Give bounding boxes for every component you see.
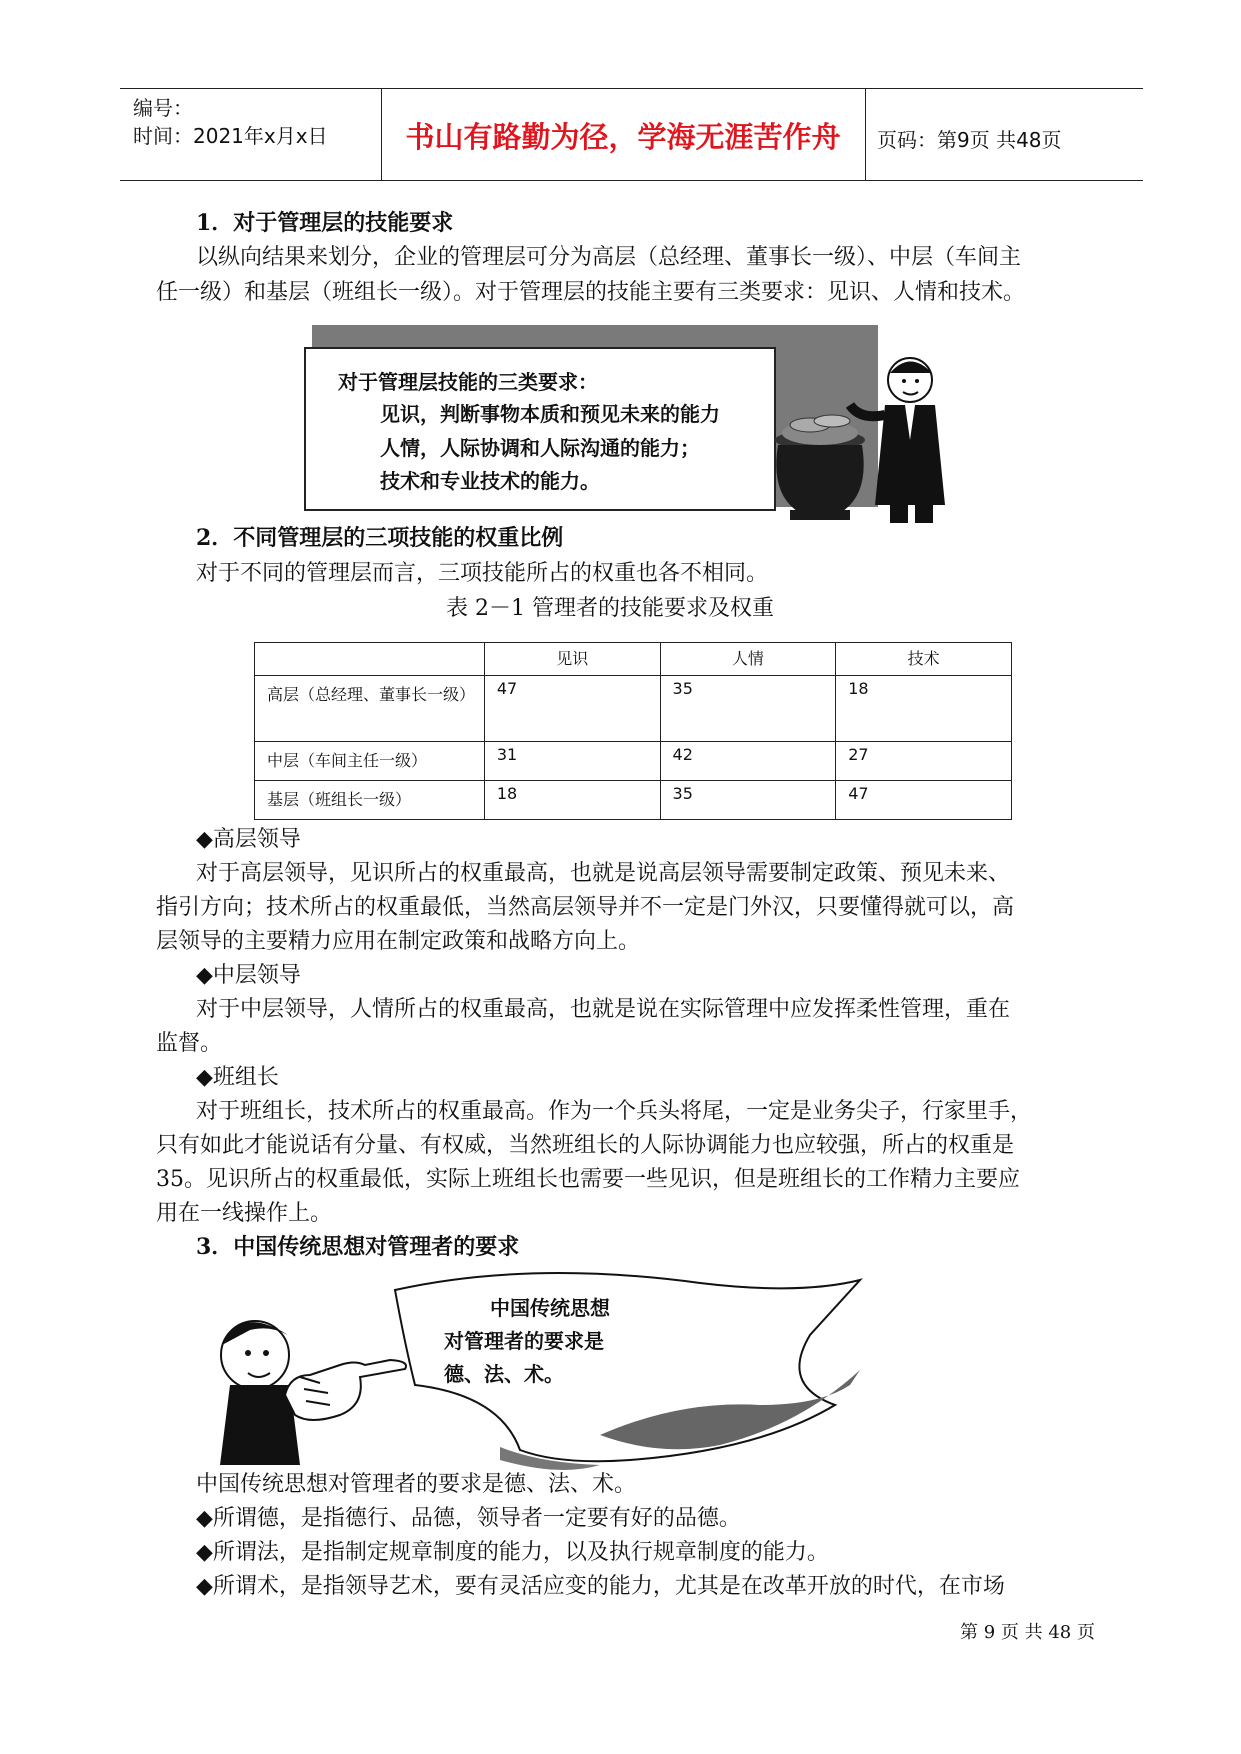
paragraph-line: 35。见识所占的权重最低，实际上班组长也需要一些见识，但是班组长的工作精力主要应 bbox=[156, 1167, 1020, 1192]
bullet-heading: ◆高层领导 bbox=[196, 827, 301, 852]
paragraph-line: 用在一线操作上。 bbox=[156, 1201, 333, 1226]
figure-title: 对于管理层技能的三类要求： bbox=[338, 370, 598, 394]
businessman-pot-illustration bbox=[760, 345, 960, 525]
document-number-label: 编号： bbox=[133, 96, 193, 120]
bullet-line: ◆所谓法，是指制定规章制度的能力，以及执行规章制度的能力。 bbox=[196, 1540, 829, 1565]
table-cell: 35 bbox=[660, 781, 836, 820]
table-row-label: 高层（总经理、董事长一级） bbox=[255, 676, 485, 742]
table-caption: 表 2－1 管理者的技能要求及权重 bbox=[446, 596, 774, 621]
table-header-cell: 技术 bbox=[836, 643, 1012, 676]
table-cell: 31 bbox=[484, 742, 660, 781]
table-cell: 47 bbox=[836, 781, 1012, 820]
table-header-cell: 见识 bbox=[484, 643, 660, 676]
table-cell: 27 bbox=[836, 742, 1012, 781]
table-cell: 42 bbox=[660, 742, 836, 781]
bullet-line: ◆所谓术，是指领导艺术，要有灵活应变的能力，尤其是在改革开放的时代，在市场 bbox=[196, 1574, 1005, 1599]
paragraph-line: 指引方向；技术所占的权重最低，当然高层领导并不一定是门外汉，只要懂得就可以，高 bbox=[156, 895, 1015, 920]
table-cell: 18 bbox=[836, 676, 1012, 742]
paragraph-line: 以纵向结果来划分，企业的管理层可分为高层（总经理、董事长一级）、中层（车间主 bbox=[196, 245, 1022, 270]
paragraph-line: 任一级）和基层（班组长一级）。对于管理层的技能主要有三类要求：见识、人情和技术。 bbox=[156, 280, 1026, 305]
table-header-row bbox=[255, 643, 1012, 676]
document-date-label: 时间：2021年x月x日 bbox=[133, 124, 328, 148]
table-cell: 35 bbox=[660, 676, 836, 742]
figure-line: 中国传统思想 bbox=[490, 1296, 610, 1320]
paragraph-line: 只有如此才能说话有分量、有权威，当然班组长的人际协调能力也应较强，所占的权重是 bbox=[156, 1133, 1015, 1158]
table-row bbox=[255, 742, 1012, 781]
paragraph-line: 层领导的主要精力应用在制定政策和战略方向上。 bbox=[156, 929, 641, 954]
header-bottom-rule bbox=[120, 180, 1143, 181]
table-row-label: 基层（班组长一级） bbox=[255, 781, 485, 820]
figure-line: 人情，人际协调和人际沟通的能力； bbox=[380, 436, 700, 460]
paragraph-line: 监督。 bbox=[156, 1031, 223, 1056]
header-page-label: 页码：第9页 共48页 bbox=[877, 128, 1062, 152]
paragraph-line: 对于不同的管理层而言，三项技能所占的权重也各不相同。 bbox=[196, 561, 769, 586]
section-heading: 3．中国传统思想对管理者的要求 bbox=[196, 1234, 520, 1260]
table-row bbox=[255, 781, 1012, 820]
section-heading: 2．不同管理层的三项技能的权重比例 bbox=[196, 525, 564, 551]
table-row-label: 中层（车间主任一级） bbox=[255, 742, 485, 781]
section-heading: 1．对于管理层的技能要求 bbox=[196, 210, 454, 236]
figure-line: 对管理者的要求是 bbox=[444, 1329, 604, 1353]
table-row bbox=[255, 676, 1012, 742]
figure-line: 德、法、术。 bbox=[444, 1362, 564, 1386]
paragraph-line: 对于高层领导，见识所占的权重最高，也就是说高层领导需要制定政策、预见未来、 bbox=[196, 861, 1011, 886]
paragraph-line: 对于班组长，技术所占的权重最高。作为一个兵头将尾，一定是业务尖子，行家里手， bbox=[196, 1099, 1033, 1124]
bullet-line: ◆所谓德，是指德行、品德，领导者一定要有好的品德。 bbox=[196, 1506, 741, 1531]
figure-line: 技术和专业技术的能力。 bbox=[380, 469, 600, 493]
skill-weight-table bbox=[254, 642, 1012, 820]
table-cell: 18 bbox=[484, 781, 660, 820]
paragraph-line: 对于中层领导，人情所占的权重最高，也就是说在实际管理中应发挥柔性管理，重在 bbox=[196, 997, 1011, 1022]
figure-line: 见识，判断事物本质和预见未来的能力 bbox=[380, 402, 720, 426]
table-header-cell bbox=[255, 643, 485, 676]
bullet-heading: ◆中层领导 bbox=[196, 963, 301, 988]
table-cell: 47 bbox=[484, 676, 660, 742]
page-footer: 第 9 页 共 48 页 bbox=[960, 1622, 1095, 1643]
header-top-rule bbox=[120, 88, 1143, 89]
table-header-cell: 人情 bbox=[660, 643, 836, 676]
header-motto: 书山有路勤为径，学海无涯苦作舟 bbox=[405, 120, 841, 154]
header-divider bbox=[865, 88, 866, 180]
paragraph-line: 中国传统思想对管理者的要求是德、法、术。 bbox=[196, 1472, 637, 1497]
bullet-heading: ◆班组长 bbox=[196, 1065, 279, 1090]
